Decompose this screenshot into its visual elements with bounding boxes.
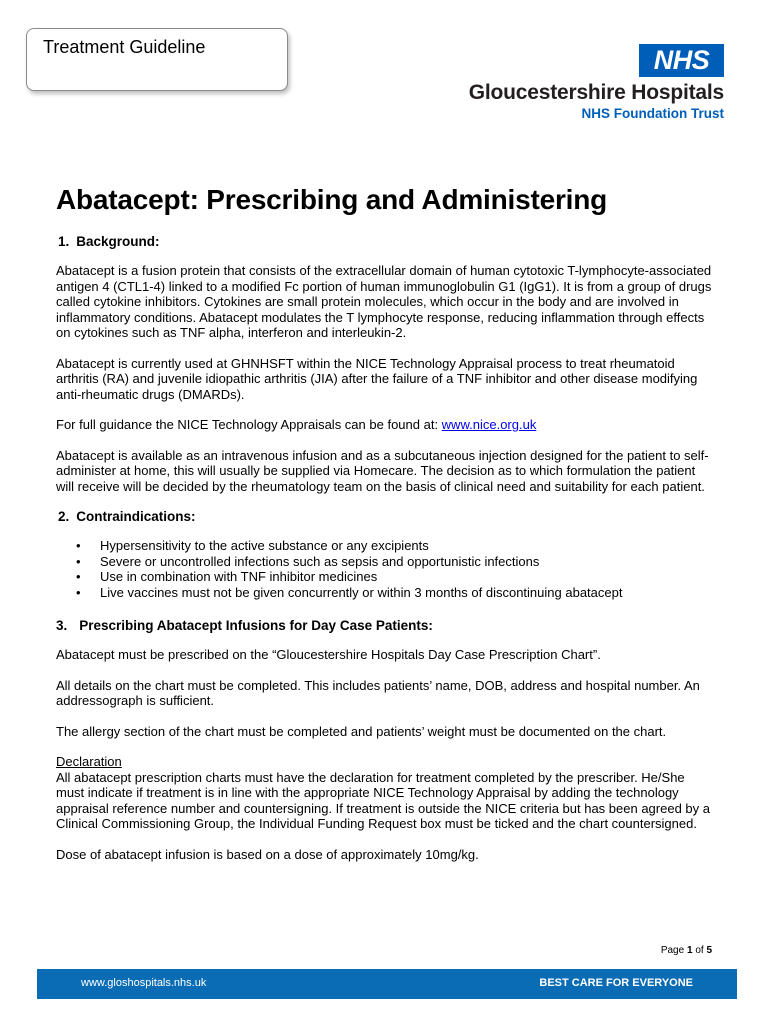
prescribing-paragraph-1: Abatacept must be prescribed on the “Gloucestershire Hospitals Day Case Prescription Chart”.: [56, 647, 601, 662]
nhs-logo-badge: [639, 44, 724, 77]
section-title: Background:: [76, 234, 160, 249]
background-paragraph-2: Abatacept is currently used at GHNHSFT within the NICE Technology Appraisal process to treat rheumatoid arthritis (RA) and juvenile idiopathic arthritis (JIA) after the failure of a TNF inhibitor and other disease modifying anti-rheumatic drugs (DMARDs).: [56, 355, 698, 402]
trust-logo: [444, 44, 724, 122]
contraindications-list: [56, 538, 716, 600]
background-paragraph-1: Abatacept is a fusion protein that consists of the extracellular domain of human cytotoxic T-lymphocyte-associated antigen 4 (CTL1-4) linked to a modified Fc portion of human immunoglobulin G1 (IgG1). It is from a group of drugs called cytokine inhibitors. Cytokines are small protein molecules, which occur in the body and are involved in inflammatory conditions. Abatacept modulates the T lymphocyte response, reducing inflammation through effects on cytokines such as TNF alpha, interferon and interleukin-2.: [56, 263, 712, 340]
document-type-label: Treatment Guideline: [43, 37, 206, 57]
background-paragraph-4: Abatacept is available as an intravenous infusion and as a subcutaneous injection designed for the patient to self-administer at home, this will usually be supplied via Homecare. The decision as to which formulation the patient will receive will be decided by the rheumatology team on the basis of clinical need and suitability for each patient.: [56, 447, 709, 494]
list-item: • Live vaccines must not be given concurrently or within 3 months of discontinuing abatacept: [76, 585, 716, 601]
section-title: Contraindications:: [76, 509, 196, 524]
document-title: Abatacept: Prescribing and Administering: [56, 184, 608, 215]
declaration-block: [56, 754, 716, 832]
prescribing-paragraph-3: The allergy section of the chart must be completed and patients’ weight must be documented on the chart.: [56, 723, 667, 739]
org-subtitle: NHS Foundation Trust: [581, 106, 724, 121]
section-title: Prescribing Abatacept Infusions for Day Case Patients:: [79, 618, 433, 633]
page-total: 5: [706, 945, 712, 956]
page-label: Page: [660, 945, 685, 956]
footer-url: www.gloshospitals.nhs.uk: [81, 977, 207, 989]
page-current: 1: [686, 945, 693, 956]
section-number: 3.: [56, 618, 68, 633]
list-item: • Severe or uncontrolled infections such as sepsis and opportunistic infections: [76, 554, 716, 570]
background-paragraph-3: [56, 417, 716, 433]
prescribing-paragraph-4: Dose of abatacept infusion is based on a dose of approximately 10mg/kg.: [56, 846, 479, 862]
page-of: of: [695, 945, 704, 956]
section-heading-contraindications: [56, 509, 716, 524]
document-type-box: [26, 28, 288, 91]
nhs-logo-text: NHS: [653, 45, 710, 75]
page-number: [661, 945, 712, 956]
section-number: 1.: [58, 234, 70, 249]
document-body: [56, 182, 716, 877]
section-heading-background: [56, 234, 716, 249]
prescribing-paragraph-2: All details on the chart must be completed. This includes patients’ name, DOB, address and hospital number. An addressograph is sufficient.: [56, 677, 700, 708]
footer-bar: [37, 969, 737, 999]
list-item: • Hypersensitivity to the active substance or any excipients: [76, 538, 716, 554]
declaration-heading: Declaration: [56, 754, 122, 769]
nice-guidance-text: For full guidance the NICE Technology Appraisals can be found at:: [56, 417, 442, 432]
nice-link[interactable]: www.nice.org.uk: [441, 417, 537, 432]
org-name: Gloucestershire Hospitals: [468, 81, 724, 104]
section-number: 2.: [58, 509, 70, 524]
section-heading-prescribing: [56, 618, 716, 633]
declaration-text: All abatacept prescription charts must have the declaration for treatment completed by the prescriber. He/She must indicate if treatment is in line with the appropriate NICE Technology Appraisal by adding the technology appraisal reference number and countersigning. If treatment is outside the NICE criteria but has been agreed by a Clinical Commissioning Group, the Individual Funding Request box must be ticked and the chart countersigned.: [56, 769, 710, 831]
footer-slogan: BEST CARE FOR EVERYONE: [539, 977, 693, 989]
list-item: • Use in combination with TNF inhibitor medicines: [76, 569, 716, 585]
